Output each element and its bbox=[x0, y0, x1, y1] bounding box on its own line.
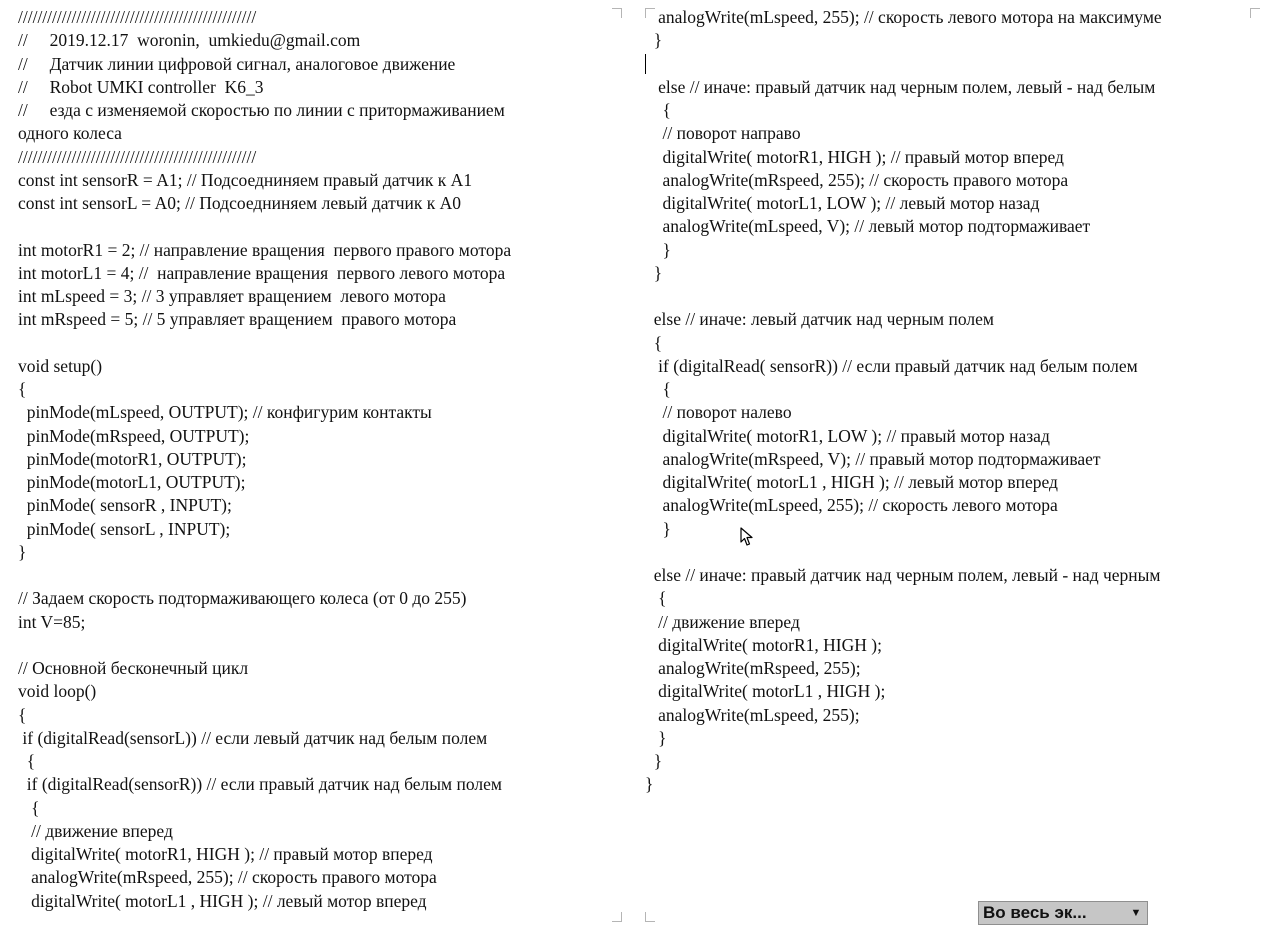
code-line: void loop() bbox=[18, 681, 97, 702]
code-line: // движение вперед bbox=[18, 820, 173, 841]
code-line: { bbox=[18, 379, 27, 399]
code-line: } bbox=[645, 30, 663, 51]
zoom-dropdown[interactable] bbox=[978, 901, 1148, 925]
page-corner-mark bbox=[612, 8, 622, 18]
code-line: { bbox=[18, 797, 40, 818]
code-line: } bbox=[645, 727, 667, 748]
code-line: else // иначе: правый датчик над черным полем, левый - над черным bbox=[645, 565, 1161, 585]
code-line bbox=[18, 215, 618, 238]
code-line: int motorR1 = 2; // направление вращения первого правого мотора bbox=[18, 239, 512, 260]
code-line: { bbox=[645, 332, 663, 353]
code-line: if (digitalRead(sensorR)) // если правый датчик над белым полем bbox=[18, 774, 502, 795]
mouse-pointer-icon bbox=[740, 527, 754, 547]
code-line: analogWrite(mLspeed, 255); // скорость левого мотора bbox=[645, 495, 1058, 516]
code-line: { bbox=[18, 704, 27, 725]
code-line: void setup() bbox=[18, 355, 103, 376]
code-line: if (digitalRead(sensorL)) // если левый датчик над белым полем bbox=[18, 727, 488, 748]
code-line: analogWrite(mRspeed, V); // правый мотор подтормаживает bbox=[645, 448, 1101, 469]
code-column-left[interactable] bbox=[18, 6, 618, 913]
zoom-dropdown-label: Во весь эк... bbox=[983, 903, 1087, 922]
code-line bbox=[645, 53, 1260, 76]
code-line: // Датчик линии цифровой сигнал, аналоговое движение bbox=[18, 53, 456, 74]
code-line bbox=[18, 634, 618, 657]
code-line: pinMode( sensorL , INPUT); bbox=[18, 518, 231, 539]
code-line bbox=[18, 332, 618, 355]
code-line: analogWrite(mRspeed, 255); bbox=[645, 658, 861, 678]
code-line: analogWrite(mLspeed, V); // левый мотор подтормаживает bbox=[645, 216, 1091, 237]
code-line: if (digitalRead( sensorR)) // если правый датчик над белым полем bbox=[645, 355, 1138, 376]
code-line bbox=[645, 541, 1260, 564]
code-line: analogWrite(mLspeed, 255); bbox=[645, 704, 860, 725]
code-line bbox=[645, 285, 1260, 308]
code-line: ///////////////////////////////////////////////// bbox=[18, 146, 257, 167]
code-line: pinMode(motorR1, OUTPUT); bbox=[18, 448, 247, 469]
code-line: } bbox=[645, 751, 663, 771]
text-cursor bbox=[645, 54, 646, 74]
code-line: } bbox=[645, 774, 654, 795]
code-line: // Задаем скорость подтормаживающего колеса (от 0 до 255) bbox=[18, 588, 467, 609]
code-line: analogWrite(mRspeed, 255); // скорость правого мотора bbox=[18, 867, 437, 888]
code-line bbox=[18, 564, 618, 587]
code-line: } bbox=[645, 262, 663, 283]
code-line: // движение вперед bbox=[645, 611, 800, 632]
code-line: int mRspeed = 5; // 5 управляет вращением правого мотора bbox=[18, 309, 457, 330]
page-corner-mark bbox=[645, 912, 655, 922]
code-line: // Robot UMKI controller K6_3 bbox=[18, 76, 264, 97]
page-corner-mark bbox=[645, 8, 655, 18]
code-line: analogWrite(mRspeed, 255); // скорость правого мотора bbox=[645, 169, 1069, 190]
code-line: digitalWrite( motorL1, LOW ); // левый мотор назад bbox=[645, 193, 1040, 213]
code-line: pinMode(mLspeed, OUTPUT); // конфигурим контакты bbox=[18, 402, 432, 423]
code-line: digitalWrite( motorR1, HIGH ); bbox=[645, 634, 882, 655]
code-line: digitalWrite( motorL1 , HIGH ); // левый мотор вперед bbox=[645, 472, 1058, 492]
code-line: digitalWrite( motorR1, HIGH ); // правый мотор вперед bbox=[18, 844, 433, 864]
code-line: digitalWrite( motorR1, LOW ); // правый мотор назад bbox=[645, 425, 1050, 446]
dropdown-arrow-icon: ▼ bbox=[1130, 907, 1142, 919]
code-line: } bbox=[18, 541, 27, 562]
code-line: одного колеса bbox=[18, 123, 122, 144]
code-line: digitalWrite( motorR1, HIGH ); // правый мотор вперед bbox=[645, 146, 1064, 167]
page-corner-mark bbox=[612, 912, 622, 922]
code-line: // поворот направо bbox=[645, 123, 801, 144]
code-column-right[interactable] bbox=[645, 6, 1260, 797]
code-line: digitalWrite( motorL1 , HIGH ); bbox=[645, 681, 886, 702]
code-line: else // иначе: правый датчик над черным полем, левый - над белым bbox=[645, 76, 1156, 97]
code-line: // Основной бесконечный цикл bbox=[18, 658, 249, 678]
code-line: { bbox=[645, 379, 671, 399]
code-line: pinMode(motorL1, OUTPUT); bbox=[18, 472, 246, 492]
code-line: // 2019.12.17 woronin, umkiedu@gmail.com bbox=[18, 30, 361, 51]
code-line: { bbox=[645, 588, 667, 609]
code-line: { bbox=[645, 100, 671, 120]
code-line: digitalWrite( motorL1 , HIGH ); // левый мотор вперед bbox=[18, 890, 427, 911]
page-corner-mark bbox=[1250, 8, 1260, 18]
code-line: int V=85; bbox=[18, 611, 86, 632]
code-line: analogWrite(mLspeed, 255); // скорость левого мотора на максимуме bbox=[645, 7, 1162, 27]
code-line: // езда с изменяемой скоростью по линии с притормаживанием bbox=[18, 100, 505, 120]
code-line: } bbox=[645, 239, 671, 260]
code-line: else // иначе: левый датчик над черным полем bbox=[645, 309, 994, 330]
code-line: int motorL1 = 4; // направление вращения первого левого мотора bbox=[18, 262, 506, 283]
code-line: } bbox=[645, 518, 671, 539]
code-line: ///////////////////////////////////////////////// bbox=[18, 7, 257, 27]
code-line: pinMode(mRspeed, OUTPUT); bbox=[18, 425, 250, 446]
code-line: const int sensorL = A0; // Подсоедниняем левый датчик к A0 bbox=[18, 193, 462, 213]
code-line: pinMode( sensorR , INPUT); bbox=[18, 495, 232, 516]
code-line: const int sensorR = A1; // Подсоедниняем правый датчик к A1 bbox=[18, 169, 473, 190]
code-line: { bbox=[18, 751, 36, 771]
code-line: int mLspeed = 3; // 3 управляет вращением левого мотора bbox=[18, 286, 446, 306]
code-line: // поворот налево bbox=[645, 402, 792, 423]
